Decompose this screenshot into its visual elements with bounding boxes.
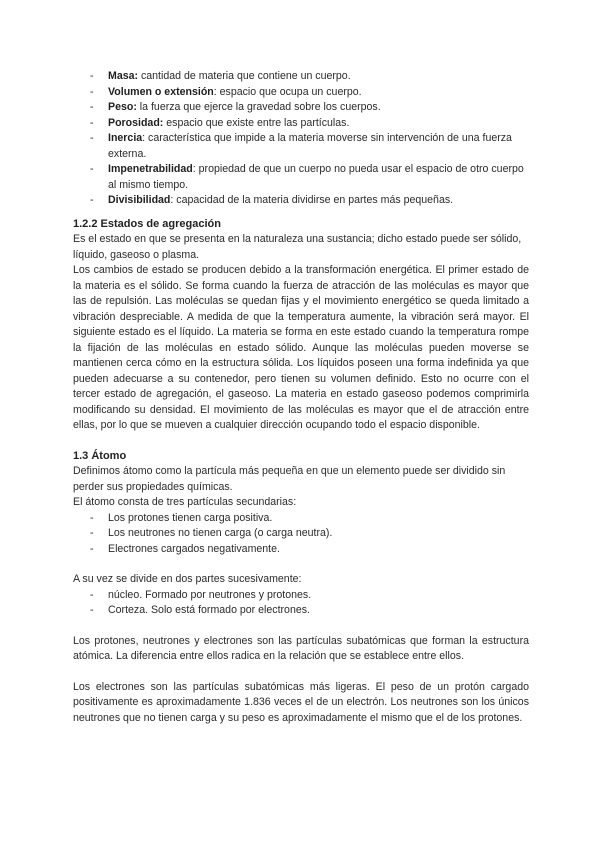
property-desc: : capacidad de la materia dividirse en partes más pequeñas. — [170, 194, 454, 206]
list-item: - Porosidad: espacio que existe entre las partículas. — [90, 116, 350, 129]
matter-properties-list — [73, 69, 529, 209]
section-heading-atomo: 1.3 Átomo — [73, 449, 127, 462]
spacer — [73, 665, 529, 680]
property-desc: cantidad de materia que contiene un cuerpo. — [138, 70, 351, 82]
page-content — [73, 69, 529, 726]
list-item: - Peso: la fuerza que ejerce la gravedad sobre los cuerpos. — [90, 101, 381, 113]
property-term: Inercia — [108, 132, 143, 144]
list-item: - Los neutrones no tienen carga (o carga neutra). — [90, 527, 333, 539]
atomo-definition: Definimos átomo como la partícula más pequeña en que un elemento puede ser dividido sin perder sus propiedades químicas. — [73, 465, 506, 493]
parts-intro: A su vez se divide en dos partes sucesivamente: — [73, 573, 302, 585]
property-term: Porosidad: — [108, 116, 164, 129]
property-desc: espacio que existe entre las partículas. — [163, 116, 350, 129]
property-term: Divisibilidad — [108, 194, 171, 206]
property-desc: : espacio que ocupa un cuerpo. — [213, 85, 362, 98]
property-term: Impenetrabilidad — [108, 163, 193, 175]
particles-list — [73, 511, 529, 558]
property-term: Masa: — [108, 70, 139, 82]
estados-intro: Es el estado en que se presenta en la naturaleza una sustancia; dicho estado puede ser sólido, líquido, gaseoso o plasma. — [73, 233, 522, 261]
property-term: Peso: — [108, 101, 137, 113]
property-term: Volumen o extensión — [108, 85, 214, 98]
spacer — [73, 557, 529, 572]
list-item: - Electrones cargados negativamente. — [90, 542, 280, 555]
parts-list — [73, 588, 529, 619]
list-item: - Volumen o extensión: espacio que ocupa un cuerpo. — [90, 85, 362, 98]
property-desc: la fuerza que ejerce la gravedad sobre los cuerpos. — [136, 101, 381, 113]
list-item: - núcleo. Formado por neutrones y protones. — [90, 588, 312, 601]
list-item: - Corteza. Solo está formado por electrones. — [90, 604, 310, 616]
list-item: - Los protones tienen carga positiva. — [90, 511, 273, 524]
atomo-para-2: Los electrones son las partículas subatómicas más ligeras. El peso de un protón cargado positivamente es aproximadamente 1.836 veces el de un electrón. Los neutrones son los únicos neutrones que no tienen carga y su peso es aproximadamente el mismo que el de los protones. — [73, 680, 529, 724]
list-item: - Divisibilidad: capacidad de la materia dividirse en partes más pequeñas. — [90, 194, 454, 206]
particles-intro: El átomo consta de tres partículas secundarias: — [73, 496, 297, 508]
estados-body: Los cambios de estado se producen debido a la transformación energética. El primer estado de la materia es el sólido. Se forma cuando la fuerza de atracción de las moléculas es mayor que las de repulsión. Las moléculas se quedan fijas y el movimiento energético se queda limitado a vibración despreciable. A medida de que la temperatura aumente, la vibración será mayor. El siguiente estado es el líquido. La materia se forma en este estado cuando la temperatura rompe la fijación de las moléculas en estado sólido. Aunque las moléculas pueden moverse se mantienen cerca cómo en la estructura sólida. Los líquidos poseen una forma indefinida ya que pueden adecuarse a su contenedor, pero tienen su volumen definido. Esto no ocurre con el tercer estado de agregación, el gaseoso. La materia en estado gaseoso podemos comprimirla modificando su densidad. El movimiento de las moléculas es mayor que el de atracción entre ellas, por lo que se mueven a cualquier dirección ocupando todo el espacio disponible. — [73, 264, 529, 431]
property-desc: : propiedad de que un cuerpo no pueda usar el espacio de otro cuerpo al mismo tiempo. — [108, 163, 524, 191]
list-item: - Impenetrabilidad: propiedad de que un cuerpo no pueda usar el espacio de otro cuerpo al mismo tiempo. — [90, 163, 524, 191]
atomo-para-1: Los protones, neutrones y electrones son las partículas subatómicas que forman la estructura atómica. La diferencia entre ellos radica en la relación que se establece entre ellos. — [73, 634, 529, 662]
property-desc: : característica que impide a la materia moverse sin intervención de una fuerza externa. — [108, 132, 512, 160]
section-heading-estados: 1.2.2 Estados de agregación — [73, 217, 221, 230]
list-item: - Masa: cantidad de materia que contiene un cuerpo. — [90, 70, 351, 82]
spacer — [73, 619, 529, 634]
list-item: - Inercia: característica que impide a la materia moverse sin intervención de una fuerza externa. — [90, 132, 512, 160]
